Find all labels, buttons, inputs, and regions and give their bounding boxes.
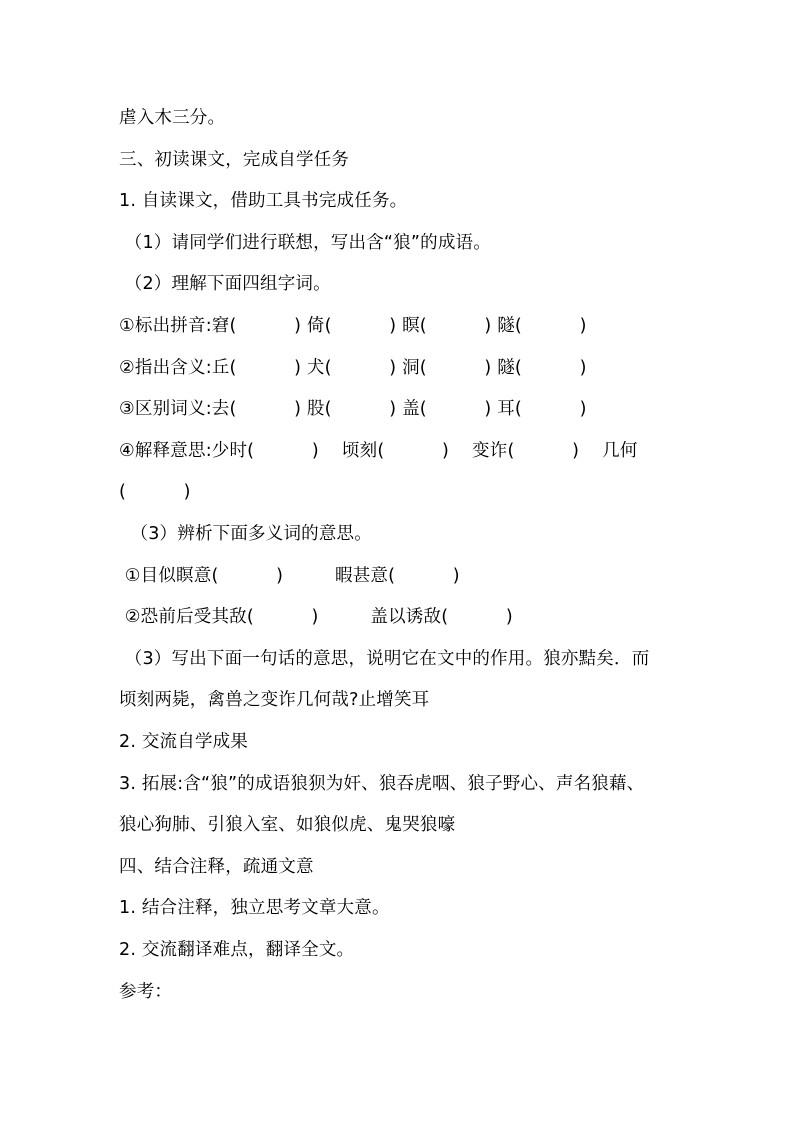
exercise-line: ③区别词义:去( ) 股( ) 盖( ) 耳( ) (119, 399, 587, 419)
text-line: （3）辨析下面多义词的意思。 (119, 524, 372, 544)
text-line: 狼心狗肺、引狼入室、如狼似虎、鬼哭狼嚎 (119, 815, 456, 835)
section-heading: 四、结合注释，疏通文意 (119, 857, 314, 877)
exercise-line: ( ) (119, 482, 191, 502)
exercise-line: ②恐前后受其敌( ) 盖以诱敌( ) (119, 607, 513, 627)
exercise-line: ①目似瞑意( ) 暇甚意( ) (119, 566, 460, 586)
text-line: 参考： (119, 982, 173, 1002)
text-line: 顷刻两毙，禽兽之变诈几何哉?止增笑耳 (119, 690, 430, 710)
exercise-line: ④解释意思:少时( ) 顷刻( ) 变诈( ) 几何 (119, 441, 638, 461)
text-line: 2. 交流自学成果 (119, 732, 249, 752)
text-line: 1. 结合注释，独立思考文章大意。 (119, 898, 390, 918)
text-line: 3. 拓展:含“狼”的成语狼狈为奸、狼吞虎咽、狼子野心、声名狼藉、 (119, 774, 645, 794)
text-line: 1. 自读课文，借助工具书完成任务。 (119, 191, 408, 211)
text-line: 虐入木三分。 (119, 108, 226, 128)
exercise-line: ②指出含义:丘( ) 犬( ) 洞( ) 隧( ) (119, 358, 587, 378)
text-line: （1）请同学们进行联想，写出含“狼”的成语。 (119, 233, 491, 253)
text-line: （3）写出下面一句话的意思，说明它在文中的作用。狼亦黠矣．而 (119, 649, 650, 669)
text-line: 2. 交流翻译难点，翻译全文。 (119, 940, 355, 960)
exercise-line: ①标出拼音:窘( ) 倚( ) 瞑( ) 隧( ) (119, 316, 587, 336)
text-line: （2）理解下面四组字词。 (119, 274, 331, 294)
section-heading: 三、初读课文，完成自学任务 (119, 150, 350, 170)
